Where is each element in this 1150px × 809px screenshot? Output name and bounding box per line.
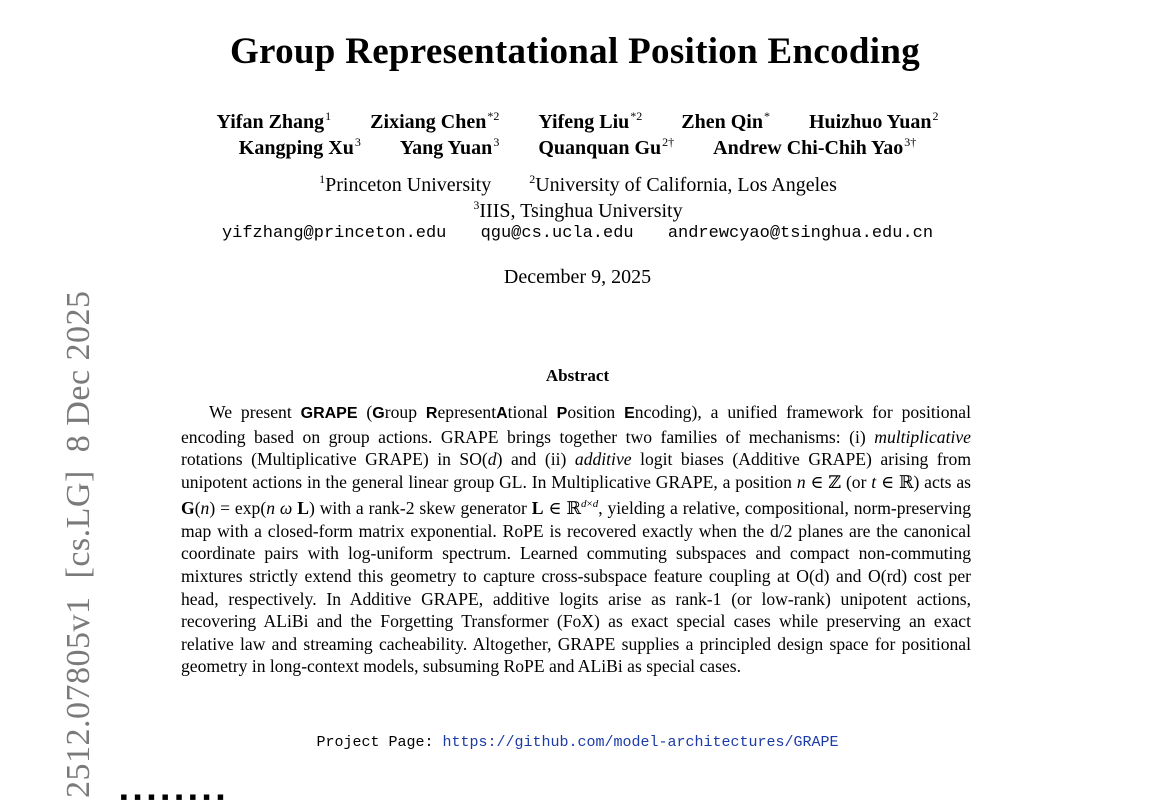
arxiv-date: 8 Dec 2025: [60, 290, 97, 453]
email-address[interactable]: qgu@cs.ucla.edu: [480, 224, 634, 243]
author: Zhen Qin*: [681, 109, 770, 133]
paper-title: Group Representational Position Encoding: [229, 31, 921, 72]
author: Yang Yuan$^3$: [399, 135, 500, 159]
email-list: [140, 222, 1015, 246]
grape-name: GRAPE: [300, 405, 358, 422]
abstract-heading: Abstract: [545, 366, 610, 385]
arxiv-id: 2512.07805v1: [60, 596, 97, 798]
email-address[interactable]: andrewcyao@tsinghua.edu.cn: [667, 224, 934, 243]
cut-off-section-heading: ▪▪▪▪▪▪▪▪: [120, 784, 231, 809]
author-list-row-2: [140, 128, 1015, 162]
arxiv-identifier-stamp: [62, 272, 96, 798]
affiliation-line-2: [140, 192, 1015, 224]
affiliation: $^2$University of California, Los Angeles: [529, 172, 837, 196]
author: Huizhuo Yuan$^2$: [808, 109, 939, 133]
email-address[interactable]: yifzhang@princeton.edu: [221, 224, 447, 243]
project-page-label: Project Page:: [316, 734, 434, 751]
author: Quanquan $Gu^{2\dagger}$: [538, 135, 675, 159]
author: Zixiang Chen$^{*2}$: [370, 109, 500, 133]
author: Yifeng Liu$^{*2}$: [538, 109, 643, 133]
author: Yifan Zhang$^1$: [216, 109, 332, 133]
affiliation: $^1$Princeton University: [319, 172, 492, 196]
affiliation: $^3$IIIS, Tsinghua University: [473, 198, 683, 222]
publication-date: December 9, 2025: [503, 266, 652, 288]
author: Kangping Xu$^3$: [238, 135, 361, 159]
author: Andrew Chi-Chih Yao$^{3\dagger}$: [713, 135, 917, 159]
arxiv-category: [cs.LG]: [60, 470, 97, 579]
abstract-body: We present GRAPE (Group RepresentAtional Position Encoding), a unified framework for positional encoding based on group actions. GRAPE brings together two families of mechanisms: (i) multiplicative rotations (Multiplicative GRAPE) in SO(d) and (ii) additive logit biases (Additive GRAPE) arising from unipotent actions in the general linear group GL. In Multiplicative GRAPE, a position n ∈ ℤ (or t ∈ ℝ) acts as G(n) = exp(n ω L) with a rank-2 skew generator L ∈ ℝ$^{d\times d}$, yielding a relative, compositional, norm-preserving map with a closed-form matrix exponential. RoPE is recovered exactly when the d/2 planes are the canonical coordinate pairs with log-uniform spectrum. Learned commuting subspaces and compact non-commuting mixtures strictly extend this geometry to capture cross-subspace feature coupling at O(d) and O(rd) cost per head, respectively. In Additive GRAPE, additive logits arise as rank-1 (or low-rank) unipotent actions, recovering ALiBi and the Forgetting Transformer (FoX) as exact special cases while preserving an exact relative law and streaming cacheability. Altogether, GRAPE supplies a principled design space for positional geometry in long-context models, subsuming RoPE and ALiBi as special cases.: [181, 402, 972, 677]
project-page-link[interactable]: https://github.com/model-architectures/GRAPE: [442, 734, 839, 751]
project-page-line: [140, 734, 1015, 751]
